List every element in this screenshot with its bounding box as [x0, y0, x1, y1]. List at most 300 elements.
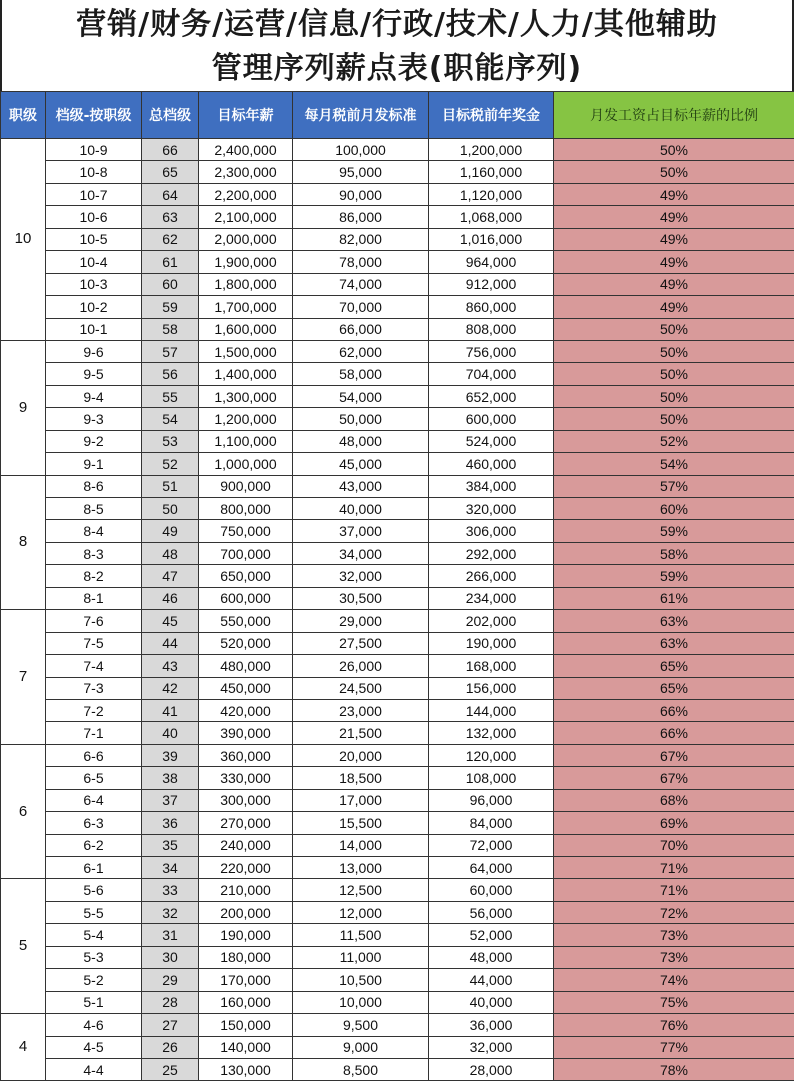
target-salary-cell: 1,800,000 — [199, 273, 293, 295]
ratio-cell: 61% — [554, 587, 794, 609]
grade-cell: 5-6 — [46, 879, 142, 901]
ratio-cell: 76% — [554, 1014, 794, 1036]
table-row — [1, 1058, 794, 1080]
target-salary-cell: 240,000 — [199, 834, 293, 856]
monthly-pay-cell: 29,000 — [293, 610, 429, 632]
table-row — [1, 991, 794, 1013]
target-salary-cell: 1,100,000 — [199, 430, 293, 452]
monthly-pay-cell: 50,000 — [293, 408, 429, 430]
target-salary-cell: 450,000 — [199, 677, 293, 699]
grade-cell: 8-2 — [46, 565, 142, 587]
annual-bonus-cell: 190,000 — [429, 632, 554, 654]
ratio-cell: 59% — [554, 520, 794, 542]
table-row — [1, 834, 794, 856]
annual-bonus-cell: 1,160,000 — [429, 161, 554, 183]
monthly-pay-cell: 82,000 — [293, 228, 429, 250]
monthly-pay-cell: 9,500 — [293, 1014, 429, 1036]
monthly-pay-cell: 70,000 — [293, 296, 429, 318]
grade-cell: 5-3 — [46, 946, 142, 968]
ratio-cell: 65% — [554, 655, 794, 677]
total-grade-cell: 34 — [142, 857, 199, 879]
total-grade-cell: 52 — [142, 453, 199, 475]
monthly-pay-cell: 30,500 — [293, 587, 429, 609]
target-salary-cell: 1,500,000 — [199, 340, 293, 362]
monthly-pay-cell: 66,000 — [293, 318, 429, 340]
monthly-pay-cell: 43,000 — [293, 475, 429, 497]
header-total-grade: 总档级 — [142, 92, 199, 139]
total-grade-cell: 48 — [142, 542, 199, 564]
target-salary-cell: 270,000 — [199, 812, 293, 834]
target-salary-cell: 200,000 — [199, 901, 293, 923]
target-salary-cell: 1,900,000 — [199, 251, 293, 273]
table-row — [1, 565, 794, 587]
ratio-cell: 52% — [554, 430, 794, 452]
total-grade-cell: 50 — [142, 498, 199, 520]
table-row — [1, 1036, 794, 1058]
monthly-pay-cell: 26,000 — [293, 655, 429, 677]
monthly-pay-cell: 17,000 — [293, 789, 429, 811]
grade-cell: 4-4 — [46, 1058, 142, 1080]
monthly-pay-cell: 95,000 — [293, 161, 429, 183]
table-row — [1, 812, 794, 834]
ratio-cell: 68% — [554, 789, 794, 811]
ratio-cell: 58% — [554, 542, 794, 564]
grade-cell: 4-6 — [46, 1014, 142, 1036]
total-grade-cell: 53 — [142, 430, 199, 452]
table-row — [1, 879, 794, 901]
ratio-cell: 57% — [554, 475, 794, 497]
title-line-2: 管理序列薪点表(职能序列) — [2, 47, 792, 91]
target-salary-cell: 220,000 — [199, 857, 293, 879]
monthly-pay-cell: 100,000 — [293, 139, 429, 161]
monthly-pay-cell: 62,000 — [293, 340, 429, 362]
target-salary-cell: 1,000,000 — [199, 453, 293, 475]
annual-bonus-cell: 1,200,000 — [429, 139, 554, 161]
target-salary-cell: 330,000 — [199, 767, 293, 789]
level-cell: 4 — [1, 1014, 46, 1081]
total-grade-cell: 30 — [142, 946, 199, 968]
total-grade-cell: 58 — [142, 318, 199, 340]
ratio-cell: 66% — [554, 699, 794, 721]
table-row — [1, 655, 794, 677]
total-grade-cell: 60 — [142, 273, 199, 295]
ratio-cell: 73% — [554, 924, 794, 946]
grade-cell: 10-1 — [46, 318, 142, 340]
table-body — [1, 139, 794, 1081]
total-grade-cell: 37 — [142, 789, 199, 811]
header-annual-bonus: 目标税前年奖金 — [429, 92, 554, 139]
annual-bonus-cell: 48,000 — [429, 946, 554, 968]
level-cell: 7 — [1, 610, 46, 745]
target-salary-cell: 140,000 — [199, 1036, 293, 1058]
grade-cell: 10-7 — [46, 183, 142, 205]
monthly-pay-cell: 86,000 — [293, 206, 429, 228]
annual-bonus-cell: 84,000 — [429, 812, 554, 834]
grade-cell: 10-2 — [46, 296, 142, 318]
annual-bonus-cell: 234,000 — [429, 587, 554, 609]
target-salary-cell: 1,300,000 — [199, 385, 293, 407]
total-grade-cell: 45 — [142, 610, 199, 632]
annual-bonus-cell: 202,000 — [429, 610, 554, 632]
table-row — [1, 722, 794, 744]
ratio-cell: 66% — [554, 722, 794, 744]
table-row — [1, 969, 794, 991]
grade-cell: 7-5 — [46, 632, 142, 654]
grade-cell: 8-6 — [46, 475, 142, 497]
total-grade-cell: 57 — [142, 340, 199, 362]
total-grade-cell: 25 — [142, 1058, 199, 1080]
monthly-pay-cell: 18,500 — [293, 767, 429, 789]
grade-cell: 9-2 — [46, 430, 142, 452]
target-salary-cell: 130,000 — [199, 1058, 293, 1080]
target-salary-cell: 1,600,000 — [199, 318, 293, 340]
grade-cell: 7-1 — [46, 722, 142, 744]
monthly-pay-cell: 10,500 — [293, 969, 429, 991]
target-salary-cell: 2,000,000 — [199, 228, 293, 250]
ratio-cell: 49% — [554, 296, 794, 318]
table-row — [1, 408, 794, 430]
table-row — [1, 430, 794, 452]
ratio-cell: 67% — [554, 767, 794, 789]
header-level: 职级 — [1, 92, 46, 139]
level-cell: 6 — [1, 744, 46, 879]
header-row — [1, 92, 794, 139]
annual-bonus-cell: 36,000 — [429, 1014, 554, 1036]
grade-cell: 6-4 — [46, 789, 142, 811]
grade-cell: 9-6 — [46, 340, 142, 362]
annual-bonus-cell: 384,000 — [429, 475, 554, 497]
annual-bonus-cell: 652,000 — [429, 385, 554, 407]
total-grade-cell: 27 — [142, 1014, 199, 1036]
ratio-cell: 50% — [554, 161, 794, 183]
target-salary-cell: 650,000 — [199, 565, 293, 587]
table-row — [1, 767, 794, 789]
grade-cell: 9-5 — [46, 363, 142, 385]
target-salary-cell: 300,000 — [199, 789, 293, 811]
target-salary-cell: 750,000 — [199, 520, 293, 542]
grade-cell: 10-9 — [46, 139, 142, 161]
monthly-pay-cell: 90,000 — [293, 183, 429, 205]
salary-table — [0, 91, 794, 1081]
ratio-cell: 60% — [554, 498, 794, 520]
annual-bonus-cell: 704,000 — [429, 363, 554, 385]
table-row — [1, 475, 794, 497]
table-row — [1, 273, 794, 295]
grade-cell: 10-6 — [46, 206, 142, 228]
monthly-pay-cell: 15,500 — [293, 812, 429, 834]
annual-bonus-cell: 1,016,000 — [429, 228, 554, 250]
annual-bonus-cell: 32,000 — [429, 1036, 554, 1058]
page-title — [0, 0, 794, 91]
ratio-cell: 65% — [554, 677, 794, 699]
ratio-cell: 63% — [554, 610, 794, 632]
grade-cell: 9-3 — [46, 408, 142, 430]
ratio-cell: 71% — [554, 879, 794, 901]
ratio-cell: 73% — [554, 946, 794, 968]
annual-bonus-cell: 320,000 — [429, 498, 554, 520]
monthly-pay-cell: 10,000 — [293, 991, 429, 1013]
target-salary-cell: 550,000 — [199, 610, 293, 632]
table-row — [1, 520, 794, 542]
grade-cell: 7-2 — [46, 699, 142, 721]
ratio-cell: 49% — [554, 183, 794, 205]
total-grade-cell: 40 — [142, 722, 199, 744]
grade-cell: 7-6 — [46, 610, 142, 632]
grade-cell: 6-2 — [46, 834, 142, 856]
target-salary-cell: 1,200,000 — [199, 408, 293, 430]
annual-bonus-cell: 144,000 — [429, 699, 554, 721]
monthly-pay-cell: 12,000 — [293, 901, 429, 923]
grade-cell: 7-3 — [46, 677, 142, 699]
table-row — [1, 587, 794, 609]
total-grade-cell: 32 — [142, 901, 199, 923]
table-row — [1, 318, 794, 340]
annual-bonus-cell: 860,000 — [429, 296, 554, 318]
ratio-cell: 50% — [554, 139, 794, 161]
target-salary-cell: 2,400,000 — [199, 139, 293, 161]
table-row — [1, 901, 794, 923]
table-row — [1, 183, 794, 205]
ratio-cell: 78% — [554, 1058, 794, 1080]
table-row — [1, 857, 794, 879]
total-grade-cell: 41 — [142, 699, 199, 721]
table-row — [1, 632, 794, 654]
table-row — [1, 542, 794, 564]
annual-bonus-cell: 72,000 — [429, 834, 554, 856]
annual-bonus-cell: 306,000 — [429, 520, 554, 542]
target-salary-cell: 420,000 — [199, 699, 293, 721]
table-row — [1, 789, 794, 811]
total-grade-cell: 46 — [142, 587, 199, 609]
total-grade-cell: 62 — [142, 228, 199, 250]
target-salary-cell: 190,000 — [199, 924, 293, 946]
table-row — [1, 699, 794, 721]
table-row — [1, 296, 794, 318]
monthly-pay-cell: 21,500 — [293, 722, 429, 744]
total-grade-cell: 56 — [142, 363, 199, 385]
annual-bonus-cell: 168,000 — [429, 655, 554, 677]
annual-bonus-cell: 28,000 — [429, 1058, 554, 1080]
grade-cell: 10-5 — [46, 228, 142, 250]
annual-bonus-cell: 56,000 — [429, 901, 554, 923]
annual-bonus-cell: 44,000 — [429, 969, 554, 991]
annual-bonus-cell: 1,068,000 — [429, 206, 554, 228]
grade-cell: 5-1 — [46, 991, 142, 1013]
total-grade-cell: 43 — [142, 655, 199, 677]
table-row — [1, 385, 794, 407]
total-grade-cell: 54 — [142, 408, 199, 430]
ratio-cell: 50% — [554, 363, 794, 385]
grade-cell: 4-5 — [46, 1036, 142, 1058]
ratio-cell: 70% — [554, 834, 794, 856]
grade-cell: 10-3 — [46, 273, 142, 295]
grade-cell: 8-1 — [46, 587, 142, 609]
total-grade-cell: 28 — [142, 991, 199, 1013]
monthly-pay-cell: 12,500 — [293, 879, 429, 901]
target-salary-cell: 700,000 — [199, 542, 293, 564]
table-row — [1, 498, 794, 520]
level-cell: 5 — [1, 879, 46, 1014]
target-salary-cell: 150,000 — [199, 1014, 293, 1036]
target-salary-cell: 360,000 — [199, 744, 293, 766]
ratio-cell: 49% — [554, 251, 794, 273]
table-row — [1, 1014, 794, 1036]
ratio-cell: 54% — [554, 453, 794, 475]
target-salary-cell: 480,000 — [199, 655, 293, 677]
monthly-pay-cell: 13,000 — [293, 857, 429, 879]
annual-bonus-cell: 600,000 — [429, 408, 554, 430]
monthly-pay-cell: 40,000 — [293, 498, 429, 520]
annual-bonus-cell: 96,000 — [429, 789, 554, 811]
table-row — [1, 453, 794, 475]
ratio-cell: 49% — [554, 273, 794, 295]
target-salary-cell: 210,000 — [199, 879, 293, 901]
table-row — [1, 677, 794, 699]
target-salary-cell: 2,100,000 — [199, 206, 293, 228]
annual-bonus-cell: 60,000 — [429, 879, 554, 901]
monthly-pay-cell: 78,000 — [293, 251, 429, 273]
ratio-cell: 49% — [554, 228, 794, 250]
total-grade-cell: 31 — [142, 924, 199, 946]
grade-cell: 5-4 — [46, 924, 142, 946]
total-grade-cell: 64 — [142, 183, 199, 205]
total-grade-cell: 66 — [142, 139, 199, 161]
annual-bonus-cell: 266,000 — [429, 565, 554, 587]
monthly-pay-cell: 24,500 — [293, 677, 429, 699]
total-grade-cell: 51 — [142, 475, 199, 497]
total-grade-cell: 29 — [142, 969, 199, 991]
table-row — [1, 251, 794, 273]
table-row — [1, 139, 794, 161]
monthly-pay-cell: 14,000 — [293, 834, 429, 856]
target-salary-cell: 2,300,000 — [199, 161, 293, 183]
level-cell: 8 — [1, 475, 46, 610]
annual-bonus-cell: 64,000 — [429, 857, 554, 879]
grade-cell: 9-1 — [46, 453, 142, 475]
total-grade-cell: 65 — [142, 161, 199, 183]
target-salary-cell: 520,000 — [199, 632, 293, 654]
grade-cell: 6-3 — [46, 812, 142, 834]
table-row — [1, 206, 794, 228]
level-cell: 9 — [1, 340, 46, 475]
total-grade-cell: 59 — [142, 296, 199, 318]
total-grade-cell: 63 — [142, 206, 199, 228]
total-grade-cell: 26 — [142, 1036, 199, 1058]
total-grade-cell: 33 — [142, 879, 199, 901]
grade-cell: 6-6 — [46, 744, 142, 766]
table-row — [1, 161, 794, 183]
table-row — [1, 946, 794, 968]
grade-cell: 8-3 — [46, 542, 142, 564]
total-grade-cell: 49 — [142, 520, 199, 542]
target-salary-cell: 600,000 — [199, 587, 293, 609]
total-grade-cell: 55 — [142, 385, 199, 407]
annual-bonus-cell: 108,000 — [429, 767, 554, 789]
ratio-cell: 67% — [554, 744, 794, 766]
monthly-pay-cell: 34,000 — [293, 542, 429, 564]
annual-bonus-cell: 52,000 — [429, 924, 554, 946]
annual-bonus-cell: 964,000 — [429, 251, 554, 273]
table-row — [1, 924, 794, 946]
ratio-cell: 75% — [554, 991, 794, 1013]
grade-cell: 6-1 — [46, 857, 142, 879]
grade-cell: 9-4 — [46, 385, 142, 407]
grade-cell: 8-5 — [46, 498, 142, 520]
target-salary-cell: 180,000 — [199, 946, 293, 968]
grade-cell: 10-4 — [46, 251, 142, 273]
grade-cell: 7-4 — [46, 655, 142, 677]
target-salary-cell: 390,000 — [199, 722, 293, 744]
annual-bonus-cell: 808,000 — [429, 318, 554, 340]
grade-cell: 8-4 — [46, 520, 142, 542]
ratio-cell: 63% — [554, 632, 794, 654]
target-salary-cell: 800,000 — [199, 498, 293, 520]
annual-bonus-cell: 524,000 — [429, 430, 554, 452]
ratio-cell: 77% — [554, 1036, 794, 1058]
monthly-pay-cell: 48,000 — [293, 430, 429, 452]
target-salary-cell: 1,400,000 — [199, 363, 293, 385]
monthly-pay-cell: 20,000 — [293, 744, 429, 766]
monthly-pay-cell: 54,000 — [293, 385, 429, 407]
annual-bonus-cell: 292,000 — [429, 542, 554, 564]
target-salary-cell: 170,000 — [199, 969, 293, 991]
ratio-cell: 59% — [554, 565, 794, 587]
annual-bonus-cell: 912,000 — [429, 273, 554, 295]
ratio-cell: 50% — [554, 408, 794, 430]
monthly-pay-cell: 11,500 — [293, 924, 429, 946]
ratio-cell: 74% — [554, 969, 794, 991]
header-monthly-ratio: 月发工资占目标年薪的比例 — [554, 92, 794, 139]
target-salary-cell: 2,200,000 — [199, 183, 293, 205]
table-row — [1, 340, 794, 362]
header-monthly-pay: 每月税前月发标准 — [293, 92, 429, 139]
target-salary-cell: 900,000 — [199, 475, 293, 497]
target-salary-cell: 1,700,000 — [199, 296, 293, 318]
total-grade-cell: 44 — [142, 632, 199, 654]
ratio-cell: 69% — [554, 812, 794, 834]
monthly-pay-cell: 58,000 — [293, 363, 429, 385]
annual-bonus-cell: 460,000 — [429, 453, 554, 475]
annual-bonus-cell: 40,000 — [429, 991, 554, 1013]
table-row — [1, 363, 794, 385]
table-row — [1, 744, 794, 766]
monthly-pay-cell: 11,000 — [293, 946, 429, 968]
annual-bonus-cell: 132,000 — [429, 722, 554, 744]
monthly-pay-cell: 45,000 — [293, 453, 429, 475]
level-cell: 10 — [1, 139, 46, 341]
grade-cell: 6-5 — [46, 767, 142, 789]
total-grade-cell: 38 — [142, 767, 199, 789]
table-row — [1, 228, 794, 250]
monthly-pay-cell: 74,000 — [293, 273, 429, 295]
ratio-cell: 50% — [554, 385, 794, 407]
total-grade-cell: 35 — [142, 834, 199, 856]
total-grade-cell: 39 — [142, 744, 199, 766]
annual-bonus-cell: 756,000 — [429, 340, 554, 362]
total-grade-cell: 47 — [142, 565, 199, 587]
monthly-pay-cell: 9,000 — [293, 1036, 429, 1058]
ratio-cell: 50% — [554, 318, 794, 340]
total-grade-cell: 61 — [142, 251, 199, 273]
grade-cell: 10-8 — [46, 161, 142, 183]
table-row — [1, 610, 794, 632]
ratio-cell: 50% — [554, 340, 794, 362]
header-target-salary: 目标年薪 — [199, 92, 293, 139]
ratio-cell: 49% — [554, 206, 794, 228]
monthly-pay-cell: 8,500 — [293, 1058, 429, 1080]
ratio-cell: 71% — [554, 857, 794, 879]
annual-bonus-cell: 1,120,000 — [429, 183, 554, 205]
